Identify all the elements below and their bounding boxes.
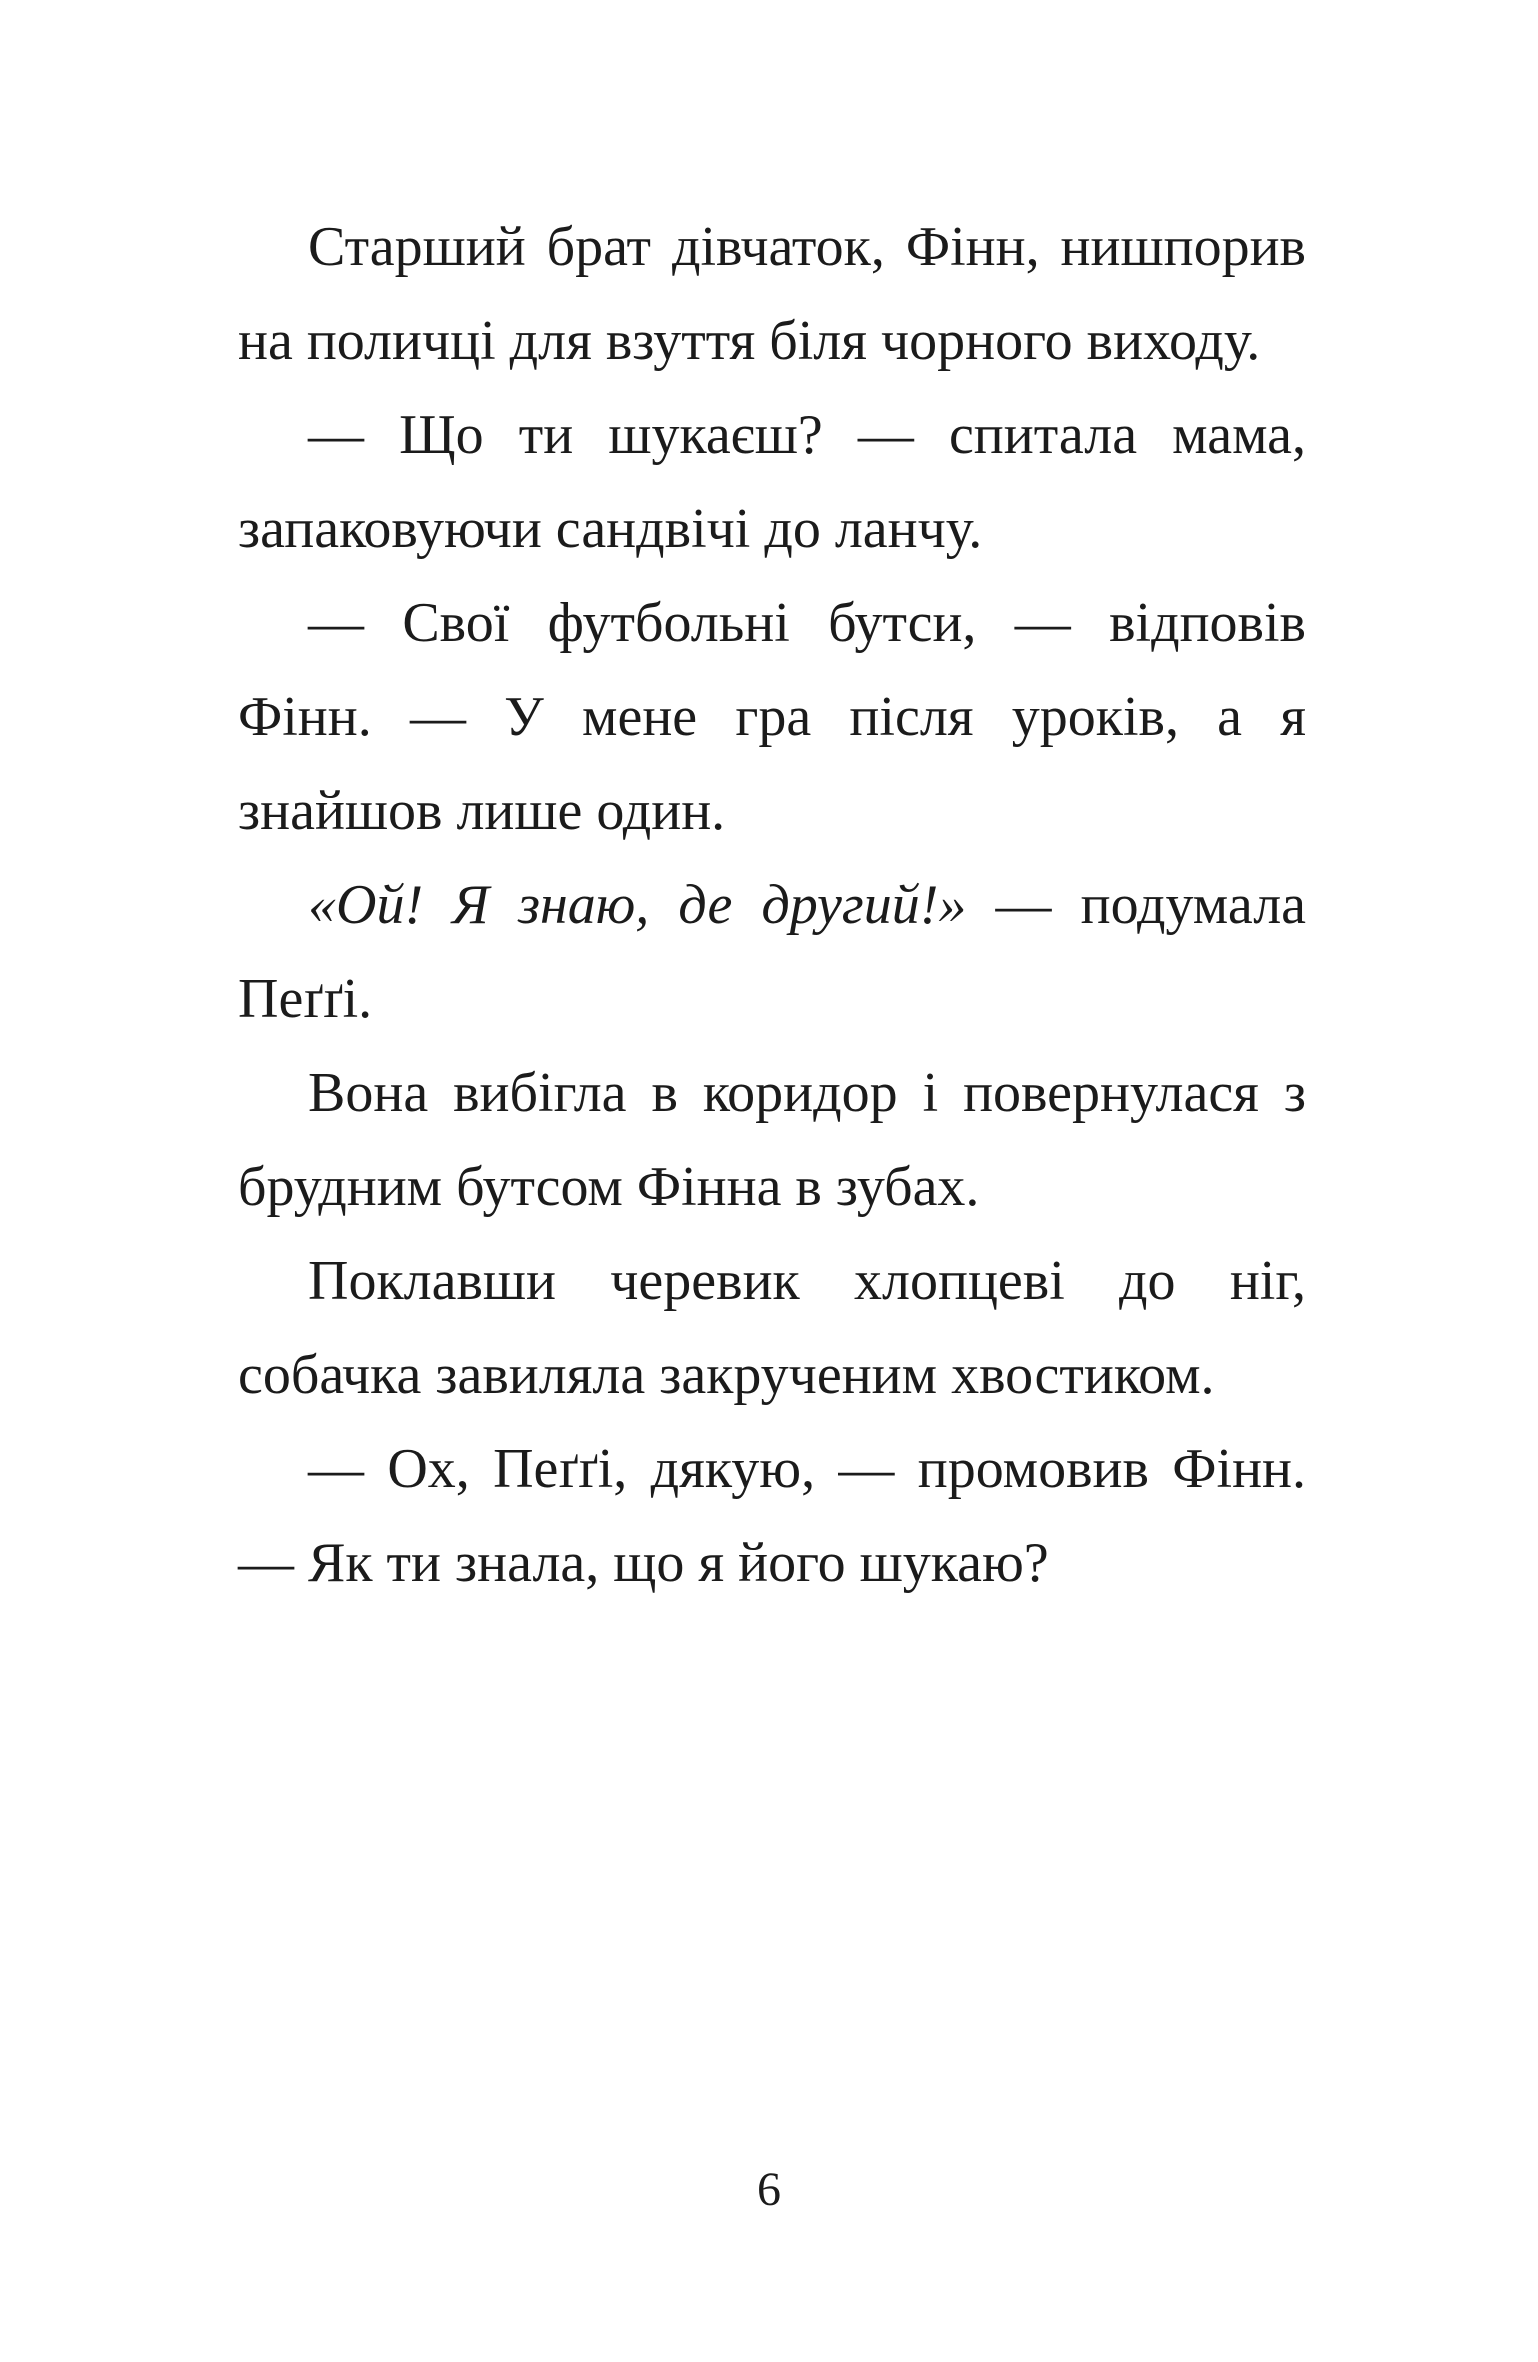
paragraph-2: — Що ти шукаєш? — спитала мама, запаковуючи сандвічі до ланчу. [238,404,1306,560]
italic-thought: «Ой! Я знаю, де другий!» [308,874,967,936]
paragraph-3: — Свої футбольні бутси, — відповів Фінн. — У мене гра після уроків, а я знайшов лише один. [238,592,1306,842]
paragraph-5: Вона вибігла в коридор і повернулася з брудним бутсом Фінна в зубах. [238,1062,1306,1218]
paragraph-6: Поклавши черевик хлопцеві до ніг, собачка завиляла закрученим хвостиком. [238,1250,1306,1406]
paragraph-7: — Ох, Пеґґі, дякую, — промовив Фінн. — Як ти знала, що я його шукаю? [238,1438,1306,1594]
body-text [238,200,1306,1610]
paragraph-4-rest: — подумала Пеґґі. [238,874,1306,1030]
paragraph-4 [238,858,1306,1046]
paragraph-1: Старший брат дівчаток, Фінн, нишпорив на поличці для взуття біля чорного виходу. [238,216,1306,372]
page-number: 6 [757,2163,781,2216]
